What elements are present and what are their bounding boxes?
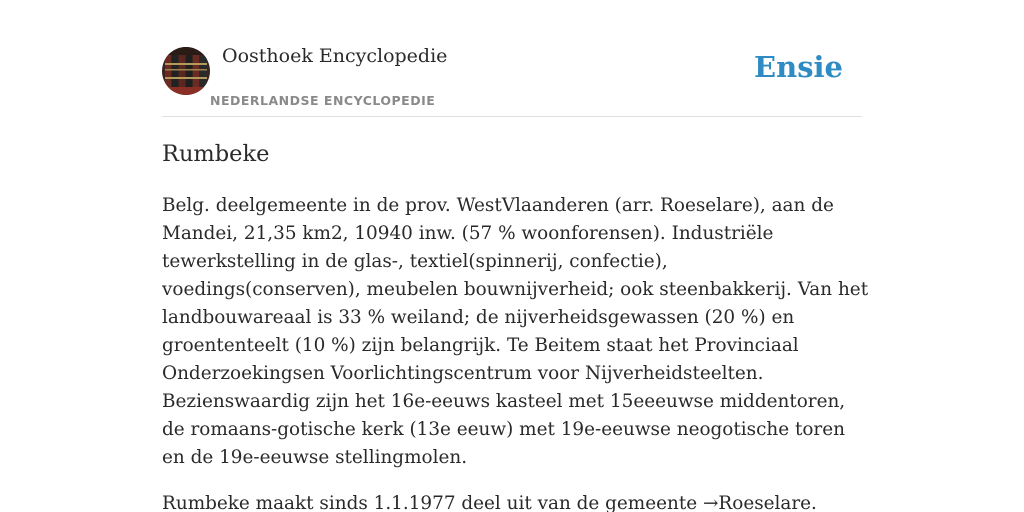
article-paragraph: Belg. deelgemeente in de prov. WestVlaanderen (arr. Roeselare), aan de Mandei, 21,35 km2, 10940 inw. (57 % woonforensen). Industriële tewerkstelling in de glas-, textiel(spinnerij, confectie), voedings(conserven), meubelen bouwnijverheid; ook steenbakkerij. Van het landbouwareaal is 33 % weiland; de nijverheidsgewassen (20 %) en groententeelt (10 %) zijn belangrijk. Te Beitem staat het Provinciaal Onderzoekingsen Voorlichtingscentrum voor Nijverheidsteelten. Bezienswaardig zijn het 16e-eeuws kasteel met 15eeeuwse middentoren, de romaans-gotische kerk (13e eeuw) met 19e-eeuwse neogotische toren en de 19e-eeuwse stellingmolen. bbox=[162, 195, 869, 468]
article-title: Rumbeke bbox=[162, 141, 270, 167]
article bbox=[162, 136, 872, 512]
article-paragraph bbox=[162, 490, 872, 512]
encyclopedia-books-icon[interactable] bbox=[162, 47, 210, 95]
cross-reference-link[interactable]: →Roeselare bbox=[702, 493, 812, 512]
paragraph-text: Rumbeke maakt sinds 1.1.1977 deel uit van de gemeente bbox=[162, 493, 703, 512]
paragraph-text: . bbox=[811, 493, 817, 512]
site-header bbox=[162, 0, 862, 117]
site-subtitle: NEDERLANDSE ENCYCLOPEDIE bbox=[210, 93, 436, 108]
site-title[interactable]: Oosthoek Encyclopedie bbox=[222, 45, 448, 67]
brand-logo-link[interactable]: Ensie bbox=[754, 50, 843, 84]
